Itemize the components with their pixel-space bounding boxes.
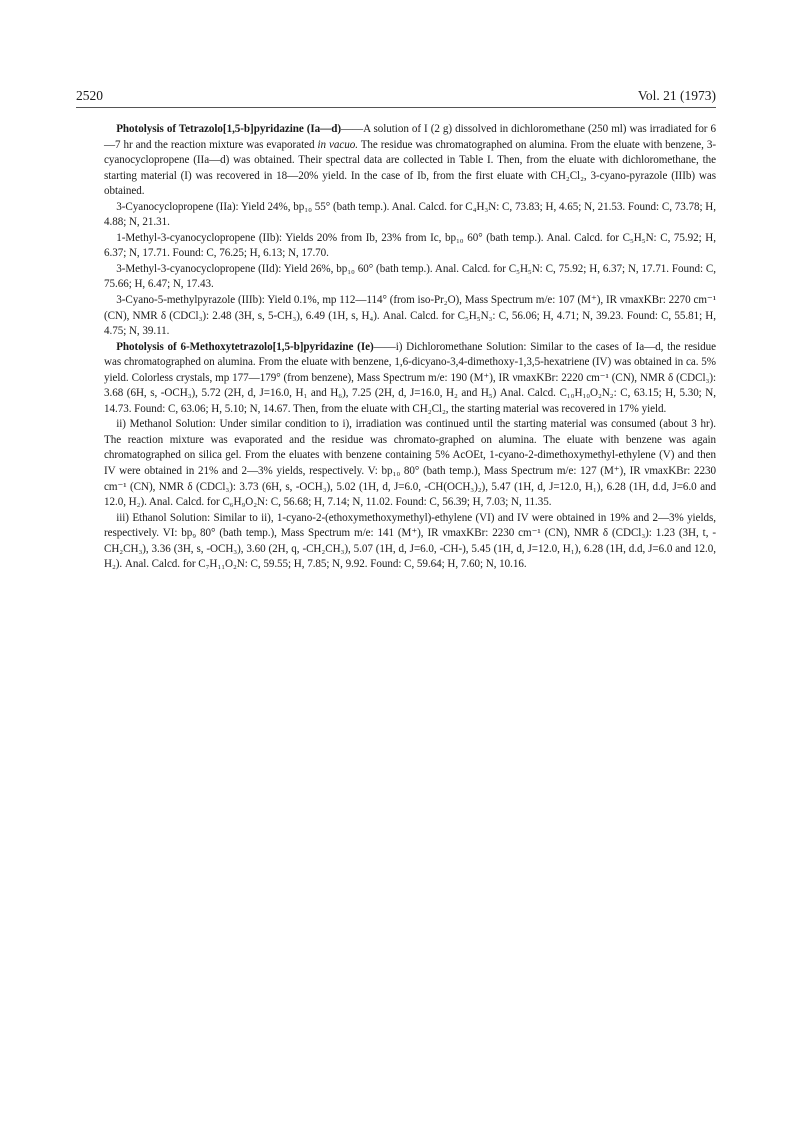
compound-text: 1-Methyl-3-cyanocyclopropene (IIb): Yields 20% from Ib, 23% from Ic, bp₁₀ 60° (bath temp.). Anal. Calcd. for C₅H₅N: C, 75.92; H, 6.37; N, 17.71. Found: C, 76.25; H, 6.13; N, 17.70. bbox=[104, 231, 716, 260]
paragraph-text: The residue was chromatographed on alumina. From the eluate with benzene, 3-cyanocyclopropene (IIa—d) was obtained. Their spectral data are collected in Table I. Then, from the eluate with dichloromethane, the starting material (I) was recovered in 18—20% yield. In the case of Ib, from the first eluate with CH₂Cl₂, 3-cyano-pyrazole (IIIb) was obtained. bbox=[104, 138, 717, 198]
heading-dash: —— bbox=[341, 123, 364, 135]
compound-text: 3-Cyanocyclopropene (IIa): Yield 24%, bp₁₀ 55° (bath temp.). Anal. Calcd. for C₄H₃N: C, 73.83; H, 4.65; N, 21.53. Found: C, 73.78; H, 4.88; N, 21.31. bbox=[104, 200, 716, 229]
paragraph-compound-IId bbox=[104, 262, 716, 293]
paragraph-text: A solution of I (2 g) dissolved in dichloromethane (250 ml) was irradiated for 6—7 hr and the reaction mixture was evaporated bbox=[104, 123, 716, 151]
paragraph-compound-IIIb bbox=[104, 293, 716, 340]
paragraph-photolysis-methoxy bbox=[104, 340, 716, 418]
paragraph-photolysis-tetrazolo bbox=[104, 122, 716, 200]
page-header bbox=[76, 88, 716, 106]
paragraph-compound-IIb bbox=[104, 231, 716, 262]
paragraph-text: ii) Methanol Solution: Under similar condition to i), irradiation was continued until the starting material was consumed (about 3 hr). The reaction mixture was evaporated and the residue was chromato-graphed on alumina. The eluate with benzene was again chromatographed on silica gel. From the eluates with benzene containing 5% AcOEt, 1-cyano-2-dimethoxymethyl-ethylene (V) and then IV were obtained in 21% and 2—3% yields, respectively. V: bp₁₀ 80° (bath temp.), Mass Spectrum m/e: 127 (M⁺), IR νmaxKBr: 2230 cm⁻¹ (CN), NMR δ (CDCl₃): 3.73 (6H, s, -OCH₃), 5.02 (1H, d, J=6.0, -CH(OCH₃)₂), 5.47 (1H, d, J=12.0, H₁), 6.28 (1H, d.d, J=6.0 and 12.0, H₂). Anal. Calcd. for C₆H₉O₂N: C, 56.68; H, 7.14; N, 11.02. Found: C, 56.39; H, 7.03; N, 11.35. bbox=[104, 418, 716, 509]
compound-text: 3-Methyl-3-cyanocyclopropene (IId): Yield 26%, bp₁₀ 60° (bath temp.). Anal. Calcd. for C₅H₅N: C, 75.92; H, 6.37; N, 17.71. Found: C, 75.66; H, 6.47; N, 17.43. bbox=[104, 262, 716, 291]
paragraph-compound-IIa bbox=[104, 200, 716, 231]
paragraph-methanol-solution bbox=[104, 417, 716, 510]
article-body bbox=[104, 122, 716, 573]
compound-text: 3-Cyano-5-methylpyrazole (IIIb): Yield 0.1%, mp 112—114° (from iso-Pr₂O), Mass Spectrum m/e: 107 (M⁺), IR νmaxKBr: 2270 cm⁻¹ (CN), NMR δ (CDCl₃): 2.48 (3H, s, 5-CH₃), 6.49 (1H, s, H₄). Anal. Calcd. for C₅H₅N₃: C, 56.06; H, 4.71; N, 39.23. Found: C, 55.81; H, 4.75; N, 39.11. bbox=[104, 294, 716, 338]
header-rule bbox=[76, 107, 716, 108]
section-heading: Photolysis of Tetrazolo[1,5-b]pyridazine (Ia—d) bbox=[116, 123, 341, 135]
paragraph-text: iii) Ethanol Solution: Similar to ii), 1-cyano-2-(ethoxymethoxymethyl)-ethylene (VI) and IV were obtained in 19% and 2—3% yields, respectively. VI: bp₉ 80° (bath temp.), Mass Spectrum m/e: 141 (M⁺), IR νmaxKBr: 2230 cm⁻¹ (CN), NMR δ (CDCl₃): 1.23 (3H, t, -CH₂CH₃), 3.36 (3H, s, -OCH₃), 3.60 (2H, q, -CH₂CH₃), 5.07 (1H, d, J=6.0, -CH-), 5.45 (1H, d, J=12.0, H₁), 6.28 (1H, d.d, J=6.0 and 12.0, H₂). Anal. Calcd. for C₇H₁₁O₂N: C, 59.55; H, 7.85; N, 9.92. Found: C, 59.64; H, 7.60; N, 10.16. bbox=[104, 511, 716, 571]
italic-term: in vacuo. bbox=[317, 138, 358, 151]
paragraph-ethanol-solution bbox=[104, 511, 716, 573]
volume-label: Vol. 21 (1973) bbox=[637, 88, 716, 103]
page-number: 2520 bbox=[76, 88, 103, 103]
heading-dash: —— bbox=[373, 340, 396, 353]
section-heading: Photolysis of 6-Methoxytetrazolo[1,5-b]pyridazine (Ie) bbox=[116, 340, 374, 353]
paragraph-text: i) Dichloromethane Solution: Similar to the cases of Ia—d, the residue was chromatographed on alumina. From the eluate with benzene, 1,6-dicyano-3,4-dimethoxy-1,3,5-hexatriene (IV) was obtained in ca. 5% yield. Colorless crystals, mp 177—179° (from benzene), Mass Spectrum m/e: 190 (M⁺), IR νmaxKBr: 2220 cm⁻¹ (CN), NMR δ (CDCl₃): 3.68 (6H, s, -OCH₃), 5.72 (2H, d, J=16.0, H₁ and H₆), 7.25 (2H, d, J=16.0, H₂ and H₅) Anal. Calcd. C₁₀H₁₀O₂N₂: C, 63.15; H, 5.30; N, 14.73. Found: C, 63.06; H, 5.10; N, 14.67. Then, from the eluate with CH₂Cl₂, the starting material was recovered in 17% yield. bbox=[104, 340, 716, 415]
